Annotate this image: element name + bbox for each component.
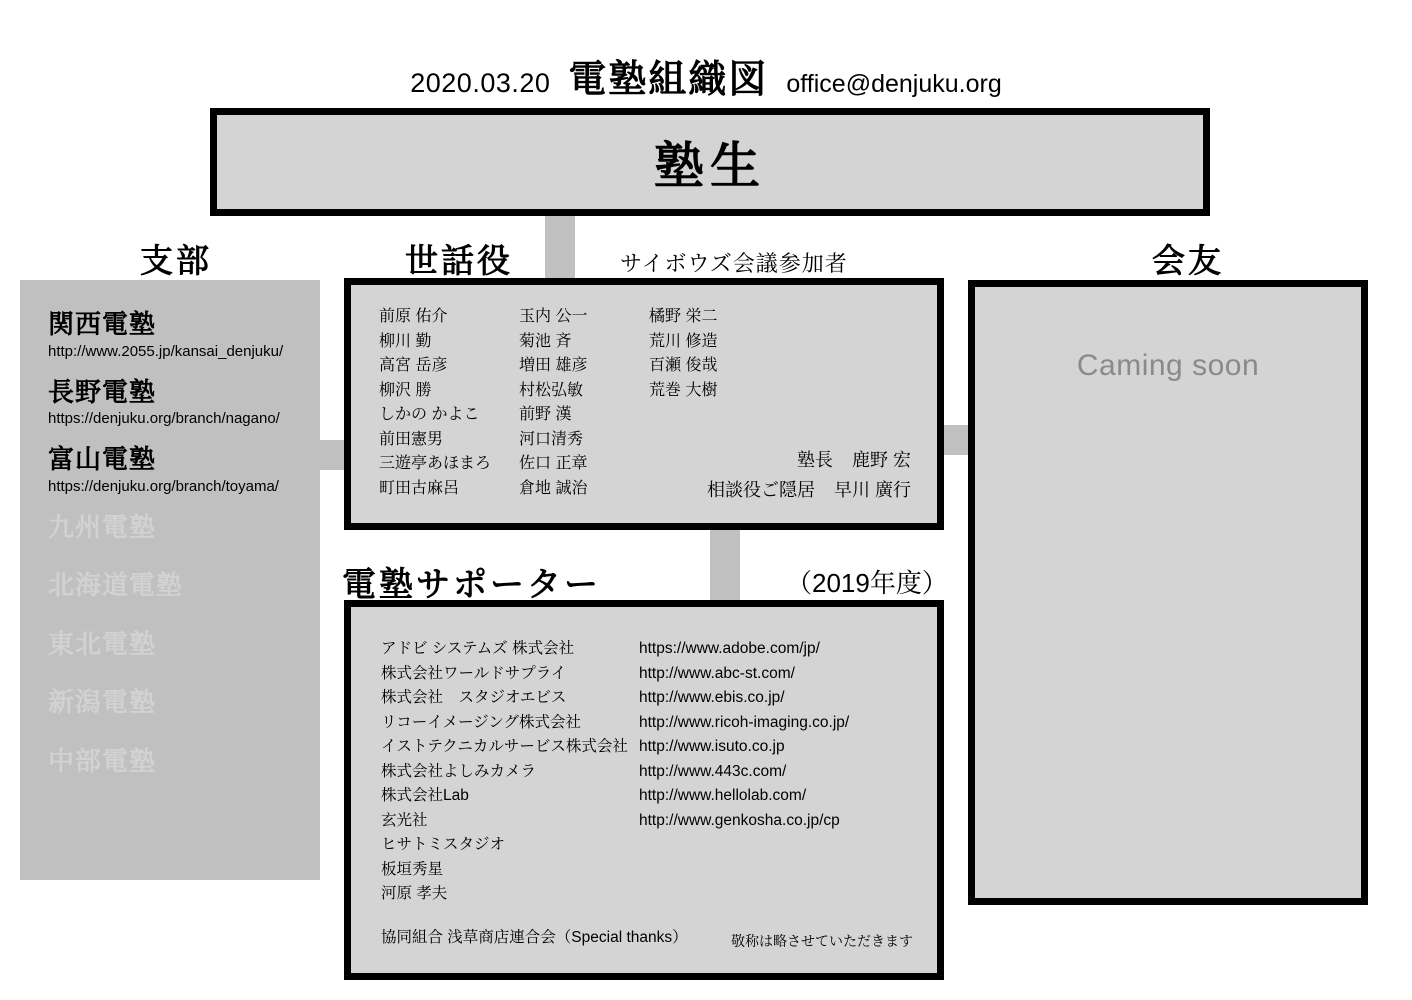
branch-name: 東北電塾 bbox=[48, 628, 157, 659]
caretaker-name: 町田古麻呂 bbox=[379, 479, 460, 497]
caretaker-name: 前野 漢 bbox=[519, 406, 572, 423]
supporter-name: 株式会社ワールドサプライ bbox=[381, 664, 567, 682]
caretaker-column-1 bbox=[379, 305, 519, 501]
caretaker-name: 荒川 修造 bbox=[649, 332, 718, 350]
role-label: 相談役ご隠居 bbox=[706, 480, 815, 500]
caretaker-name: 倉地 誠治 bbox=[519, 479, 588, 497]
branch-url[interactable]: https://denjuku.org/branch/nagano/ bbox=[48, 410, 280, 427]
supporter-row bbox=[381, 833, 939, 858]
supporter-row[interactable] bbox=[381, 809, 939, 834]
supporter-name: 板垣秀星 bbox=[381, 860, 444, 878]
supporter-url[interactable]: http://www.ricoh-imaging.co.jp/ bbox=[639, 713, 850, 731]
supporter-name: アドビ システムズ 株式会社 bbox=[381, 640, 575, 657]
contact-email: office@denjuku.org bbox=[786, 70, 1002, 98]
supporter-url[interactable]: http://www.443c.com/ bbox=[639, 762, 787, 780]
students-box bbox=[210, 108, 1210, 216]
supporter-section-heading: 電塾サポーター bbox=[342, 566, 601, 604]
role-label: 塾長 bbox=[796, 450, 833, 470]
supporter-row[interactable] bbox=[381, 784, 939, 809]
branch-name: 関西電塾 bbox=[48, 309, 157, 339]
supporter-row[interactable] bbox=[381, 760, 939, 785]
branch-name: 北海道電塾 bbox=[48, 570, 184, 600]
branch-url[interactable]: https://denjuku.org/branch/toyama/ bbox=[48, 477, 279, 495]
supporter-box bbox=[344, 600, 944, 980]
branch-name: 九州電塾 bbox=[48, 511, 157, 542]
role-row bbox=[707, 445, 911, 475]
caretaker-name: 荒巻 大樹 bbox=[649, 381, 718, 399]
friends-section-heading: 会友 bbox=[1152, 242, 1224, 279]
branch-name: 長野電塾 bbox=[48, 376, 157, 407]
supporter-row[interactable] bbox=[381, 686, 939, 711]
supporter-name: イストテクニカルサービス株式会社 bbox=[381, 738, 628, 755]
branch-name: 富山電塾 bbox=[48, 444, 157, 474]
role-person: 早川 廣行 bbox=[833, 480, 911, 500]
role-row bbox=[707, 475, 911, 505]
supporter-url[interactable]: http://www.abc-st.com/ bbox=[639, 664, 795, 682]
supporter-row[interactable] bbox=[381, 711, 939, 736]
branch-name: 中部電塾 bbox=[48, 745, 157, 776]
branch-item-inactive bbox=[48, 511, 320, 544]
supporter-url[interactable]: http://www.genkosha.co.jp/cp bbox=[639, 811, 840, 829]
supporter-row[interactable] bbox=[381, 637, 939, 662]
supporter-name: 株式会社Lab bbox=[381, 787, 469, 804]
caretaker-name: 村松弘敏 bbox=[519, 381, 584, 399]
supporter-name: リコーイメージング株式会社 bbox=[381, 713, 582, 731]
chart-date: 2020.03.20 bbox=[410, 68, 551, 98]
branch-item-inactive bbox=[48, 628, 320, 661]
caretaker-name: 高宮 岳彦 bbox=[379, 357, 448, 374]
supporter-list bbox=[381, 637, 939, 907]
supporter-row[interactable] bbox=[381, 735, 939, 760]
caretaker-column-2 bbox=[519, 305, 649, 501]
branch-item[interactable] bbox=[48, 443, 320, 497]
caretaker-name: 佐口 正章 bbox=[519, 455, 588, 472]
leadership-roles bbox=[707, 445, 911, 505]
branch-url[interactable]: http://www.2055.jp/kansai_denjuku/ bbox=[48, 342, 284, 360]
caretaker-name: 河口清秀 bbox=[519, 430, 584, 448]
supporter-url[interactable]: http://www.ebis.co.jp/ bbox=[639, 689, 785, 706]
supporter-name: 株式会社 スタジオエビス bbox=[381, 689, 567, 706]
students-label: 塾生 bbox=[654, 138, 766, 194]
caretaker-name: 橘野 栄二 bbox=[649, 308, 718, 325]
supporter-row[interactable] bbox=[381, 662, 939, 687]
branch-item[interactable] bbox=[48, 308, 320, 362]
supporter-name: ヒサトミスタジオ bbox=[381, 836, 506, 853]
friends-box bbox=[968, 280, 1368, 905]
caretaker-section-heading: 世話役 bbox=[405, 242, 513, 279]
branch-item[interactable] bbox=[48, 376, 320, 430]
honorific-note: 敬称は略させていただきます bbox=[731, 933, 913, 949]
special-thanks-text: 協同組合 浅草商店連合会（Special thanks） bbox=[381, 929, 688, 946]
branch-item-inactive bbox=[48, 686, 320, 719]
caretaker-name: 菊池 斉 bbox=[519, 332, 572, 350]
supporter-url[interactable]: http://www.isuto.co.jp bbox=[639, 738, 785, 755]
supporter-url[interactable]: http://www.hellolab.com/ bbox=[639, 787, 807, 804]
supporter-url[interactable]: https://www.adobe.com/jp/ bbox=[639, 640, 820, 657]
supporter-row bbox=[381, 858, 939, 883]
caretaker-name: 前田憲男 bbox=[379, 430, 444, 448]
caretaker-name: 三遊亭あほまろ bbox=[379, 455, 492, 472]
supporter-name: 河原 孝夫 bbox=[381, 885, 448, 902]
friends-placeholder-text: Caming soon bbox=[1076, 349, 1260, 382]
caretaker-name: しかの かよこ bbox=[379, 406, 480, 423]
supporter-name: 株式会社よしみカメラ bbox=[381, 762, 537, 780]
branch-name: 新潟電塾 bbox=[48, 687, 157, 717]
branch-item-inactive bbox=[48, 745, 320, 778]
branch-panel bbox=[20, 280, 320, 880]
caretaker-name: 柳川 勤 bbox=[379, 332, 432, 350]
page-title: 電塾組織図 bbox=[568, 59, 769, 101]
supporter-row bbox=[381, 882, 939, 907]
branch-item-inactive bbox=[48, 569, 320, 602]
caretaker-name: 玉内 公一 bbox=[519, 308, 588, 325]
caretaker-box bbox=[344, 278, 944, 530]
supporter-name: 玄光社 bbox=[381, 811, 428, 829]
caretaker-name: 百瀬 俊哉 bbox=[649, 357, 718, 374]
branch-section-heading: 支部 bbox=[140, 242, 212, 279]
cybozu-meeting-heading: サイボウズ会議参加者 bbox=[620, 251, 848, 276]
caretaker-name: 柳沢 勝 bbox=[379, 381, 432, 399]
chart-header bbox=[0, 48, 1412, 101]
caretaker-name: 前原 佑介 bbox=[379, 308, 448, 325]
role-person: 鹿野 宏 bbox=[851, 450, 911, 470]
caretaker-name: 増田 雄彦 bbox=[519, 357, 588, 374]
fiscal-year-label: （2019年度） bbox=[786, 568, 948, 598]
